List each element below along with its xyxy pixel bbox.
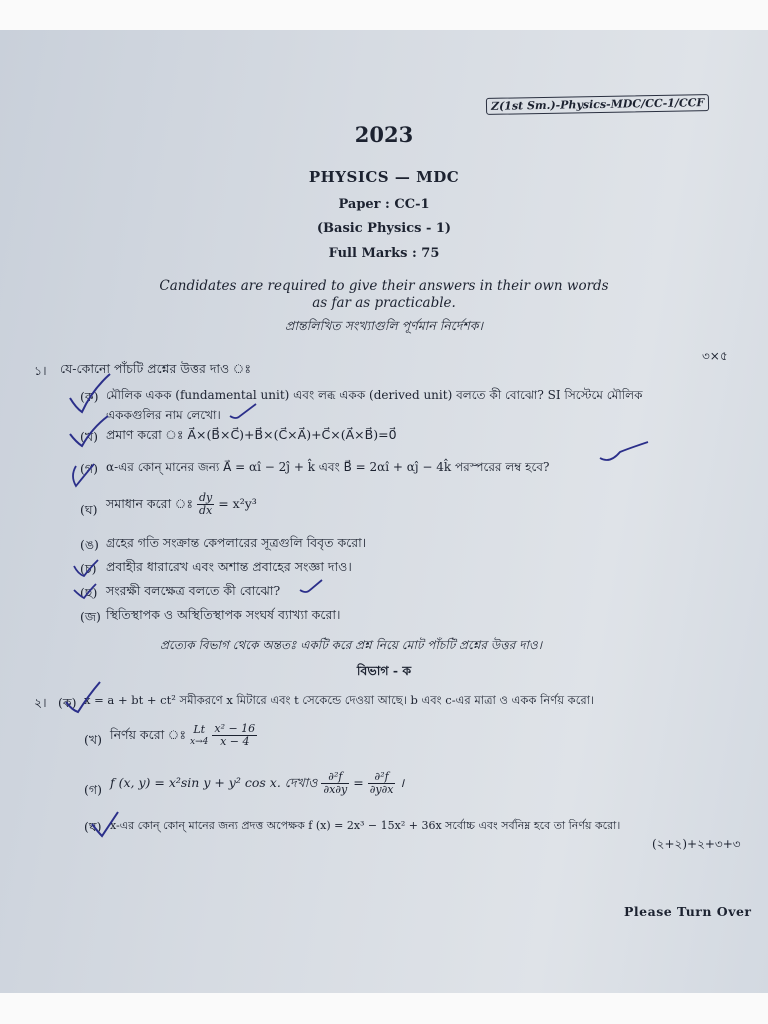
q2-number: ২।: [34, 695, 47, 710]
frac-denominator: dx: [198, 504, 213, 517]
q1a-text: মৌলিক একক (fundamental unit) এবং লব্ধ একক (derived unit) বলতে কী বোঝো? SI সিস্টেমে মৌলিক: [106, 388, 643, 402]
q1d-label: (ঘ): [80, 502, 98, 517]
section-instruction: প্রত্যেক বিভাগ থেকে অন্ততঃ একটি করে প্রশ্ন নিয়ে মোট পাঁচটি প্রশ্নের উত্তর দাও।: [160, 638, 543, 652]
q1c-text: α-এর কোন্ মানের জন্য A⃗ = αî − 2ĵ + k̂ এবং B⃗ = 2αî + αĵ − 4k̂ পরস্পরের লম্ব হবে?: [106, 460, 550, 474]
tick-mark-q1a-end: [230, 404, 256, 418]
q1-prompt: যে-কোনো পাঁচটি প্রশ্নের উত্তর দাও ঃ: [60, 361, 252, 376]
exam-paper-sheet: [0, 30, 768, 993]
q1d-post: = x²y³: [218, 496, 257, 511]
full-marks: Full Marks : 75: [328, 246, 440, 261]
dash-mark-q1c: [600, 442, 648, 460]
q1f-label: (চ): [80, 561, 97, 576]
q1-number: ১।: [34, 363, 47, 378]
frac-numerator: dy: [198, 491, 213, 504]
frac-numerator: x² − 16: [214, 722, 256, 735]
please-turn-over: Please Turn Over: [624, 904, 752, 919]
tick-mark-q1b: [70, 416, 108, 446]
equals-sign: =: [353, 775, 364, 790]
tick-mark-q1a: [70, 374, 110, 412]
q2a-label: (ক): [58, 695, 77, 710]
tick-mark-q2d: [92, 812, 118, 836]
q2b-pre: নির্ণয় করো ঃ: [110, 727, 187, 742]
q1f-text: প্রবাহীর ধারারেখ এবং অশান্ত প্রবাহের সংজ্ঞা দাও।: [106, 559, 352, 574]
q1a-label: (ক): [80, 389, 99, 404]
frac-denominator: x − 4: [220, 735, 250, 748]
q2d-label: (ঘ): [84, 819, 102, 834]
q1h-text: স্থিতিস্থাপক ও অস্থিতিস্থাপক সংঘর্ষ ব্যাখ্যা করো।: [106, 607, 341, 622]
q1a-text-cont: এককগুলির নাম লেখো।: [106, 408, 221, 422]
frac-numerator: ∂²f: [321, 771, 349, 784]
q2c-pre: f (x, y) = x²sin y + y² cos x. দেখাও: [110, 775, 318, 790]
instruction-line-1: Candidates are required to give their answers in their own words: [159, 278, 609, 294]
frac-denominator: ∂y∂x: [369, 783, 394, 796]
course-title: (Basic Physics - 1): [316, 221, 452, 236]
q2-marks: (২+২)+২+৩+৩: [652, 837, 741, 851]
q1g-text: সংরক্ষী বলক্ষেত্র বলতে কী বোঝো?: [106, 583, 281, 598]
frac-denominator: ∂x∂y: [323, 783, 348, 796]
paper-code: Z(1st Sm.)-Physics-MDC/CC-1/CCF: [486, 94, 709, 115]
q1g-label: (ছ): [80, 585, 98, 600]
q1e-label: (ঙ): [80, 537, 99, 552]
q1b-label: (খ): [80, 429, 98, 444]
q1-marks: ৩×৫: [702, 349, 728, 363]
q2c-label: (গ): [84, 782, 102, 797]
q2a-text: x = a + bt + ct² সমীকরণে x মিটারে এবং t সেকেন্ডে দেওয়া আছে। b এবং c-এর মাত্রা ও একক নির্ণয় করো।: [84, 693, 595, 707]
q1c-label: (গ): [80, 461, 98, 476]
tick-mark-q1g: [74, 584, 96, 598]
tick-mark-q1f: [74, 560, 98, 576]
marks-note: প্রান্তলিখিত সংখ্যাগুলি পূর্ণমান নির্দেশক।: [285, 318, 483, 333]
exam-subject: PHYSICS — MDC: [308, 168, 460, 186]
frac-numerator: ∂²f: [368, 771, 396, 784]
instruction-line-2: as far as practicable.: [312, 295, 456, 311]
q1h-label: (জ): [80, 609, 101, 624]
q1d-pre: সমাধান করো ঃ: [106, 496, 193, 511]
q2d-text: x-এর কোন্ কোন্ মানের জন্য প্রদত্ত অপেক্ষক f (x) = 2x³ − 15x² + 36x সর্বোচ্চ এবং সর্বনিম্ন হবে তা নির্ণয় করো।: [110, 819, 621, 832]
limit-subscript: x→4: [190, 736, 209, 747]
limit-text: Lt: [193, 722, 206, 736]
q2c-post: ।: [399, 775, 405, 790]
q1e-text: গ্রহের গতি সংক্রান্ত কেপলারের সূত্রগুলি বিবৃত করো।: [106, 535, 367, 550]
bottom-margin: [0, 993, 768, 1024]
tick-mark-q1c: [73, 464, 94, 486]
section-title: বিভাগ - ক: [356, 663, 412, 678]
paper-number: Paper : CC-1: [338, 197, 430, 212]
handwritten-tick-marks: [0, 30, 768, 993]
exam-year: 2023: [354, 122, 414, 147]
q1b-text: প্রমাণ করো ঃ A⃗×(B⃗×C⃗)+B⃗×(C⃗×A⃗)+C⃗×(A⃗×B⃗)=0⃗: [106, 427, 397, 442]
tick-mark-q2a: [66, 682, 100, 712]
top-margin: [0, 0, 768, 30]
dash-mark-q1g: [300, 580, 322, 592]
q2b-label: (খ): [84, 732, 102, 747]
